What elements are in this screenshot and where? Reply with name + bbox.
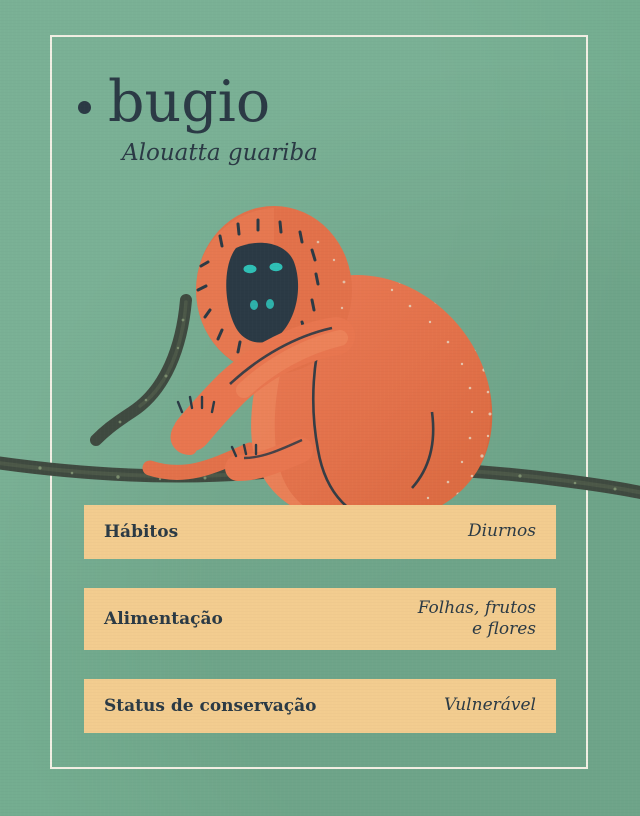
scientific-name: Alouatta guariba — [122, 140, 318, 166]
left-eye — [244, 265, 257, 273]
info-card-list — [84, 505, 556, 762]
info-row-label: Status de conservação — [104, 696, 317, 716]
heading-block — [78, 69, 498, 166]
page-title: bugio — [108, 69, 271, 135]
branch-diagonal — [96, 300, 186, 440]
bullet-dot-icon — [78, 101, 91, 114]
info-row-label: Alimentação — [104, 609, 223, 629]
info-row-habitos — [84, 505, 556, 559]
info-row-alimentacao — [84, 588, 556, 650]
info-row-value: Folhas, frutos e flores — [417, 597, 536, 639]
info-row-status-conservacao — [84, 679, 556, 733]
info-row-label: Hábitos — [104, 522, 179, 542]
right-eye — [270, 263, 283, 271]
info-row-value: Vulnerável — [444, 695, 536, 716]
howler-monkey-illustration — [0, 150, 640, 530]
info-row-value: Diurnos — [467, 521, 536, 542]
